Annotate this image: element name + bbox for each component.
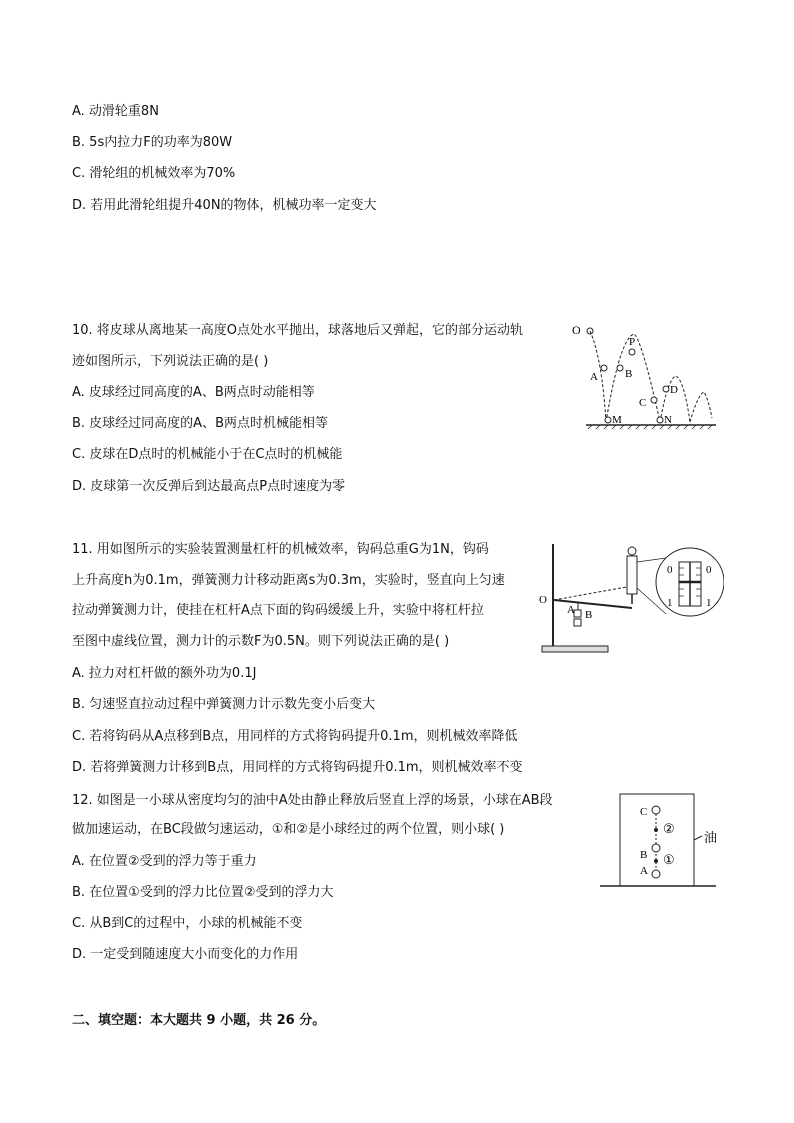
q11-stem-line-2: 上升高度h为0.1m，弹簧测力计移动距离s为0.3m，实验时，竖直向上匀速 bbox=[72, 573, 505, 588]
label-a: A bbox=[640, 865, 648, 877]
label-o: O bbox=[539, 594, 547, 606]
label-a: A bbox=[590, 371, 598, 383]
q12-stem-line-2: 做加速运动，在BC段做匀速运动，①和②是小球经过的两个位置，则小球( ) bbox=[72, 822, 505, 837]
section-2-title: 二、填空题：本大题共 9 小题，共 26 分。 bbox=[72, 1013, 326, 1028]
q12-option-d: D. 一定受到随速度大小而变化的力作用 bbox=[72, 947, 299, 962]
label-one-right: 1 bbox=[706, 597, 712, 609]
q10-option-a: A. 皮球经过同高度的A、B两点时动能相等 bbox=[72, 385, 315, 400]
q11-lever-figure bbox=[538, 540, 724, 658]
q11-stem-line-3: 拉动弹簧测力计，使挂在杠杆A点下面的钩码缓缓上升，实验中将杠杆拉 bbox=[72, 603, 484, 618]
q10-trajectory-figure bbox=[568, 318, 720, 436]
q9-option-c: C. 滑轮组的机械效率为70% bbox=[72, 166, 236, 181]
q11-stem-line-1: 11. 用如图所示的实验装置测量杠杆的机械效率，钩码总重G为1N，钩码 bbox=[72, 542, 489, 557]
q12-oil-figure bbox=[596, 790, 726, 892]
label-position-1: ① bbox=[663, 852, 675, 867]
q12-option-c: C. 从B到C的过程中，小球的机械能不变 bbox=[72, 916, 303, 931]
label-position-2: ② bbox=[663, 821, 675, 836]
label-d: D bbox=[670, 384, 678, 396]
label-n: N bbox=[664, 414, 672, 426]
q11-option-b: B. 匀速竖直拉动过程中弹簧测力计示数先变小后变大 bbox=[72, 697, 376, 712]
label-zero-left: 0 bbox=[667, 564, 673, 576]
q9-option-d: D. 若用此滑轮组提升40N的物体，机械功率一定变大 bbox=[72, 198, 377, 213]
label-p: P bbox=[629, 336, 636, 348]
q12-option-a: A. 在位置②受到的浮力等于重力 bbox=[72, 854, 257, 869]
q11-stem-line-4: 至图中虚线位置，测力计的示数F为0.5N。则下列说法正确的是( ) bbox=[72, 634, 450, 649]
q10-option-b: B. 皮球经过同高度的A、B两点时机械能相等 bbox=[72, 416, 328, 431]
q9-option-b: B. 5s内拉力F的功率为80W bbox=[72, 135, 233, 150]
label-a: A bbox=[567, 604, 575, 616]
q11-option-d: D. 若将弹簧测力计移到B点，用同样的方式将钩码提升0.1m，则机械效率不变 bbox=[72, 760, 523, 775]
label-one-left: 1 bbox=[667, 597, 673, 609]
q9-option-a: A. 动滑轮重8N bbox=[72, 104, 159, 119]
q12-stem-line-1: 12. 如图是一小球从密度均匀的油中A处由静止释放后竖直上浮的场景，小球在AB段 bbox=[72, 793, 553, 808]
label-b: B bbox=[640, 849, 648, 861]
q10-option-d: D. 皮球第一次反弹后到达最高点P点时速度为零 bbox=[72, 479, 346, 494]
q12-option-b: B. 在位置①受到的浮力比位置②受到的浮力大 bbox=[72, 885, 334, 900]
label-zero-right: 0 bbox=[706, 564, 712, 576]
label-c: C bbox=[639, 397, 647, 409]
label-c: C bbox=[640, 806, 648, 818]
label-oil: 油 bbox=[704, 830, 718, 845]
label-m: M bbox=[612, 414, 622, 426]
q10-stem-line-2: 迹如图所示，下列说法正确的是( ) bbox=[72, 354, 269, 369]
q11-option-a: A. 拉力对杠杆做的额外功为0.1J bbox=[72, 666, 257, 681]
q10-option-c: C. 皮球在D点时的机械能小于在C点时的机械能 bbox=[72, 447, 343, 462]
q11-option-c: C. 若将钩码从A点移到B点，用同样的方式将钩码提升0.1m，则机械效率降低 bbox=[72, 729, 518, 744]
q10-stem-line-1: 10. 将皮球从离地某一高度O点处水平抛出，球落地后又弹起，它的部分运动轨 bbox=[72, 323, 524, 338]
label-o: O bbox=[572, 323, 581, 337]
label-b: B bbox=[625, 368, 633, 380]
label-b: B bbox=[585, 609, 593, 621]
